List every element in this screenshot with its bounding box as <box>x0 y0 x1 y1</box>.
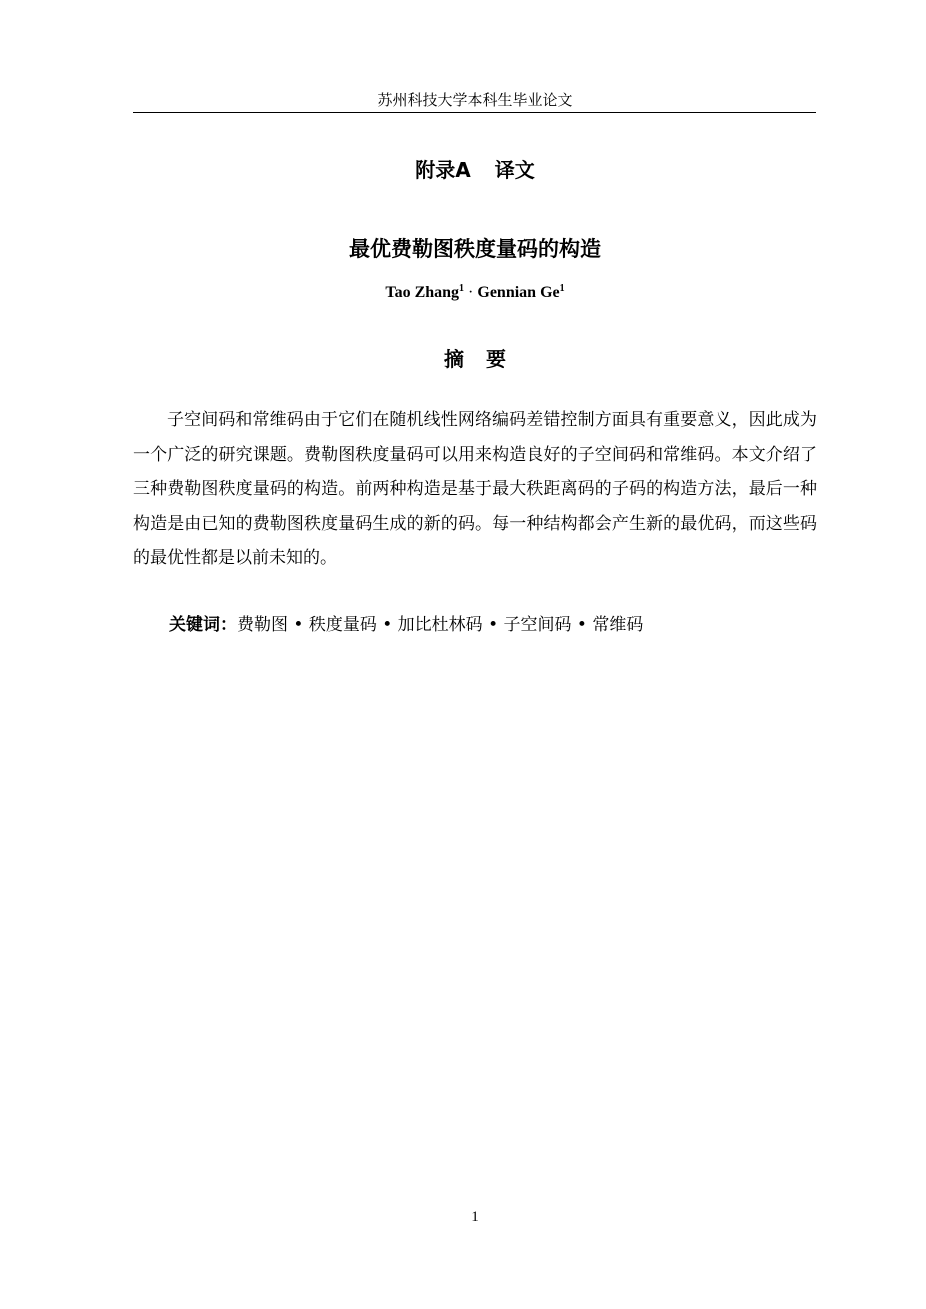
author-name: Tao Zhang <box>385 284 460 301</box>
abstract-body: 子空间码和常维码由于它们在随机线性网络编码差错控制方面具有重要意义，因此成为一个广泛的研究课题。费勒图秩度量码可以用来构造良好的子空间码和常维码。本文介绍了三种费勒图秩度量码的构造。前两种构造是基于最大秩距离码的子码的构造方法，最后一种构造是由已知的费勒图秩度量码生成的新的码。每一种结构都会产生新的最优码，而这些码的最优性都是以前未知的。 <box>133 410 817 568</box>
appendix-name: 译文 <box>494 158 535 182</box>
paper-title: 最优费勒图秩度量码的构造 <box>349 237 601 261</box>
abstract-heading <box>0 344 926 374</box>
running-header: 苏州科技大学本科生毕业论文 <box>377 91 573 109</box>
abstract-heading-char: 要 <box>486 347 506 371</box>
abstract-heading-char: 摘 <box>444 347 464 371</box>
author-name: Gennian Ge <box>477 284 560 301</box>
appendix-label: 附录A <box>415 158 471 182</box>
author-separator: · <box>468 284 474 301</box>
header-rule <box>133 112 816 113</box>
affiliation-mark: 1 <box>559 283 565 294</box>
affiliation-mark: 1 <box>459 283 465 294</box>
keywords-label: 关键词： <box>169 615 237 635</box>
appendix-title <box>0 155 926 185</box>
keywords-line <box>169 610 643 640</box>
page-number: 1 <box>471 1209 479 1225</box>
keywords-list: 费勒图 • 秩度量码 • 加比杜林码 • 子空间码 • 常维码 <box>237 615 644 635</box>
author-line <box>0 282 926 304</box>
